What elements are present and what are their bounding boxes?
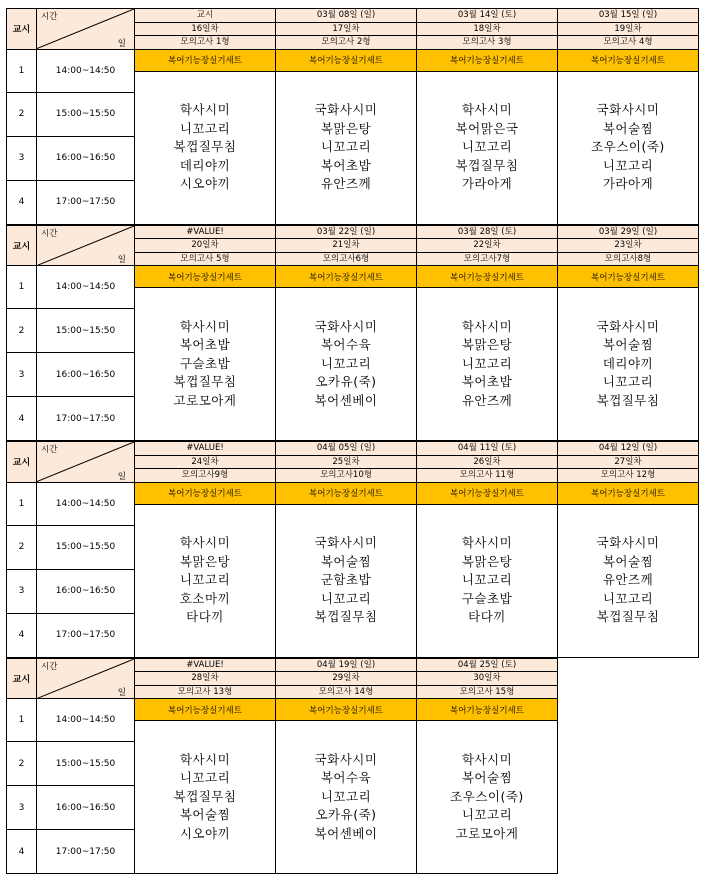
menu-item: 니꼬고리 [320, 788, 372, 804]
day-cell: 28일차 [135, 672, 276, 686]
menu-item: 구슬초밥 [179, 355, 231, 371]
exam-cell: 모의고사 12형 [558, 469, 699, 483]
menu-cell [558, 288, 699, 441]
menu-item: 니꼬고리 [461, 807, 513, 823]
exam-cell: 모의고사8형 [558, 252, 699, 266]
menu-item: 니꼬고리 [320, 355, 372, 371]
menu-cell [135, 504, 276, 657]
period-number: 4 [7, 180, 37, 224]
day-label: 일 [117, 688, 126, 698]
date-cell: #VALUE! [135, 442, 276, 456]
exam-cell: 모의고사9형 [135, 469, 276, 483]
menu-item: 복어맑은국 [455, 120, 519, 136]
subject-cell: 복어기능장실기세트 [276, 699, 417, 721]
menu-item: 복껍질무침 [455, 157, 519, 173]
menu-cell [276, 71, 417, 224]
menu-item: 가라아게 [602, 176, 654, 192]
empty-cell [558, 685, 699, 699]
menu-item: 호소마끼 [179, 590, 231, 606]
menu-item: 학사시미 [461, 102, 513, 118]
exam-cell: 모의고사10형 [276, 469, 417, 483]
menu-item: 복껍질무침 [596, 392, 660, 408]
schedule-block [6, 225, 699, 442]
menu-item: 유안즈께 [461, 392, 513, 408]
period-number: 1 [7, 49, 37, 92]
exam-cell: 모의고사 2형 [276, 36, 417, 50]
menu-item: 복어수육 [320, 770, 372, 786]
subject-cell: 복어기능장실기세트 [276, 482, 417, 504]
menu-item: 국화사시미 [596, 535, 660, 551]
menu-item: 복맑은탕 [179, 553, 231, 569]
menu-item: 국화사시미 [314, 102, 378, 118]
day-cell: 18일차 [417, 22, 558, 36]
menu-item: 국화사시미 [314, 751, 378, 767]
subject-cell: 복어기능장실기세트 [276, 266, 417, 288]
menu-item: 복어술찜 [179, 807, 231, 823]
date-cell: 교시 [135, 9, 276, 23]
day-cell: 24일차 [135, 455, 276, 469]
day-cell: 27일차 [558, 455, 699, 469]
menu-item: 유안즈께 [320, 176, 372, 192]
subject-cell: 복어기능장실기세트 [417, 482, 558, 504]
menu-item: 시오야끼 [179, 825, 231, 841]
date-cell: 04월 19일 (일) [276, 658, 417, 672]
subject-cell: 복어기능장실기세트 [417, 699, 558, 721]
subject-cell: 복어기능장실기세트 [135, 49, 276, 71]
day-cell: 21일차 [276, 239, 417, 253]
menu-item: 복껍질무침 [173, 374, 237, 390]
menu-item: 복어술찜 [461, 770, 513, 786]
menu-cell [276, 721, 417, 874]
period-number: 4 [7, 613, 37, 657]
menu-item: 가라아게 [461, 176, 513, 192]
menu-item: 유안즈께 [602, 572, 654, 588]
menu-item: 복어술찜 [602, 337, 654, 353]
exam-cell: 모의고사 4형 [558, 36, 699, 50]
menu-item: 니꼬고리 [602, 157, 654, 173]
day-label: 일 [117, 255, 126, 265]
period-time: 15:00~15:50 [37, 742, 135, 786]
empty-cell [558, 672, 699, 686]
menu-item: 복껍질무침 [596, 609, 660, 625]
menu-cell [276, 504, 417, 657]
period-time: 16:00~16:50 [37, 136, 135, 180]
date-cell: 03월 15일 (일) [558, 9, 699, 23]
period-number: 2 [7, 92, 37, 136]
date-cell: 03월 22일 (일) [276, 225, 417, 239]
menu-cell [135, 288, 276, 441]
period-header: 교시 [7, 225, 37, 266]
menu-cell [276, 288, 417, 441]
time-day-diagonal-header [37, 225, 135, 266]
date-cell: #VALUE! [135, 225, 276, 239]
menu-cell [417, 504, 558, 657]
menu-item: 학사시미 [461, 751, 513, 767]
menu-item: 복어센베이 [314, 825, 378, 841]
menu-cell [558, 71, 699, 224]
menu-item: 니꼬고리 [461, 139, 513, 155]
schedule-block [6, 441, 699, 658]
menu-item: 복어초밥 [461, 374, 513, 390]
menu-cell [417, 71, 558, 224]
period-number: 3 [7, 136, 37, 180]
menu-item: 학사시미 [179, 751, 231, 767]
day-cell: 23일차 [558, 239, 699, 253]
exam-cell: 모의고사 14형 [276, 685, 417, 699]
menu-item: 복껍질무침 [314, 609, 378, 625]
menu-item: 니꼬고리 [320, 590, 372, 606]
menu-item: 고로모아게 [173, 392, 237, 408]
period-time: 14:00~14:50 [37, 699, 135, 742]
menu-item: 복맑은탕 [461, 553, 513, 569]
menu-item: 학사시미 [179, 535, 231, 551]
schedule-block [6, 658, 699, 875]
period-time: 17:00~17:50 [37, 830, 135, 874]
menu-item: 조우스이(죽) [450, 788, 524, 804]
time-day-diagonal-header [37, 658, 135, 699]
period-number: 2 [7, 742, 37, 786]
time-label: 시간 [41, 12, 58, 22]
day-cell: 26일차 [417, 455, 558, 469]
period-number: 1 [7, 266, 37, 309]
day-cell: 25일차 [276, 455, 417, 469]
period-time: 16:00~16:50 [37, 353, 135, 397]
subject-cell: 복어기능장실기세트 [417, 49, 558, 71]
exam-cell: 모의고사 1형 [135, 36, 276, 50]
menu-item: 오카유(죽) [315, 807, 377, 823]
menu-item: 복어초밥 [179, 337, 231, 353]
period-header: 교시 [7, 9, 37, 50]
menu-item: 니꼬고리 [179, 120, 231, 136]
day-label: 일 [117, 471, 126, 482]
period-time: 14:00~14:50 [37, 266, 135, 309]
exam-cell: 모의고사7형 [417, 252, 558, 266]
period-time: 16:00~16:50 [37, 569, 135, 613]
day-label: 일 [117, 38, 126, 49]
period-time: 15:00~15:50 [37, 309, 135, 353]
period-time: 17:00~17:50 [37, 397, 135, 441]
day-cell: 19일차 [558, 22, 699, 36]
menu-item: 학사시미 [461, 535, 513, 551]
period-time: 15:00~15:50 [37, 92, 135, 136]
period-number: 4 [7, 397, 37, 441]
period-time: 15:00~15:50 [37, 525, 135, 569]
period-number: 1 [7, 482, 37, 525]
period-header: 교시 [7, 442, 37, 483]
menu-item: 복껍질무침 [173, 139, 237, 155]
menu-item: 국화사시미 [314, 535, 378, 551]
menu-cell [417, 288, 558, 441]
day-cell: 17일차 [276, 22, 417, 36]
period-time: 14:00~14:50 [37, 49, 135, 92]
date-cell: 03월 08일 (일) [276, 9, 417, 23]
time-label: 시간 [41, 661, 58, 672]
day-cell: 16일차 [135, 22, 276, 36]
day-cell: 29일차 [276, 672, 417, 686]
menu-item: 복어센베이 [314, 392, 378, 408]
date-cell: 03월 28일 (토) [417, 225, 558, 239]
menu-item: 학사시미 [461, 318, 513, 334]
period-number: 2 [7, 525, 37, 569]
date-cell: 03월 29일 (일) [558, 225, 699, 239]
menu-item: 구슬초밥 [461, 590, 513, 606]
menu-item: 국화사시미 [596, 318, 660, 334]
date-cell: #VALUE! [135, 658, 276, 672]
menu-item: 니꼬고리 [602, 590, 654, 606]
subject-cell: 복어기능장실기세트 [135, 482, 276, 504]
date-cell: 04월 05일 (일) [276, 442, 417, 456]
period-number: 3 [7, 353, 37, 397]
exam-cell: 모의고사 13형 [135, 685, 276, 699]
empty-cell [558, 699, 699, 874]
menu-item: 복맑은탕 [320, 120, 372, 136]
menu-item: 국화사시미 [596, 102, 660, 118]
menu-item: 조우스이(죽) [591, 139, 665, 155]
time-day-diagonal-header [37, 9, 135, 50]
period-time: 17:00~17:50 [37, 180, 135, 224]
menu-item: 오카유(죽) [315, 374, 377, 390]
menu-item: 데리야끼 [602, 355, 654, 371]
exam-cell: 모의고사 5형 [135, 252, 276, 266]
menu-item: 국화사시미 [314, 318, 378, 334]
period-number: 3 [7, 786, 37, 830]
menu-item: 복어수육 [320, 337, 372, 353]
period-time: 17:00~17:50 [37, 613, 135, 657]
time-day-diagonal-header [37, 442, 135, 483]
subject-cell: 복어기능장실기세트 [135, 699, 276, 721]
menu-item: 복어초밥 [320, 157, 372, 173]
menu-item: 복어술찜 [320, 553, 372, 569]
subject-cell: 복어기능장실기세트 [135, 266, 276, 288]
date-cell: 04월 25일 (토) [417, 658, 558, 672]
period-header: 교시 [7, 658, 37, 699]
day-cell: 20일차 [135, 239, 276, 253]
menu-item: 시오야끼 [179, 176, 231, 192]
period-number: 3 [7, 569, 37, 613]
menu-item: 복어술찜 [602, 120, 654, 136]
day-cell: 22일차 [417, 239, 558, 253]
menu-item: 니꼬고리 [602, 374, 654, 390]
menu-item: 학사시미 [179, 318, 231, 334]
exam-cell: 모의고사 11형 [417, 469, 558, 483]
schedule-sheet [6, 8, 699, 874]
time-label: 시간 [41, 228, 58, 239]
empty-cell [558, 658, 699, 672]
menu-item: 니꼬고리 [179, 572, 231, 588]
menu-item: 복어술찜 [602, 553, 654, 569]
period-number: 1 [7, 699, 37, 742]
subject-cell: 복어기능장실기세트 [276, 49, 417, 71]
subject-cell: 복어기능장실기세트 [558, 49, 699, 71]
menu-item: 니꼬고리 [461, 572, 513, 588]
menu-item: 데리야끼 [179, 157, 231, 173]
period-time: 14:00~14:50 [37, 482, 135, 525]
menu-item: 타다끼 [468, 609, 506, 625]
period-number: 4 [7, 830, 37, 874]
time-label: 시간 [41, 445, 58, 455]
exam-cell: 모의고사6형 [276, 252, 417, 266]
date-cell: 04월 12일 (일) [558, 442, 699, 456]
menu-item: 타다끼 [186, 609, 224, 625]
period-time: 16:00~16:50 [37, 786, 135, 830]
exam-cell: 모의고사 3형 [417, 36, 558, 50]
menu-cell [558, 504, 699, 657]
date-cell: 04월 11일 (토) [417, 442, 558, 456]
menu-cell [135, 71, 276, 224]
menu-item: 군함초밥 [320, 572, 372, 588]
menu-item: 고로모아게 [455, 825, 519, 841]
exam-cell: 모의고사 15형 [417, 685, 558, 699]
menu-cell [417, 721, 558, 874]
menu-item: 니꼬고리 [320, 139, 372, 155]
date-cell: 03월 14일 (토) [417, 9, 558, 23]
menu-item: 학사시미 [179, 102, 231, 118]
menu-cell [135, 721, 276, 874]
subject-cell: 복어기능장실기세트 [417, 266, 558, 288]
subject-cell: 복어기능장실기세트 [558, 482, 699, 504]
menu-item: 복맑은탕 [461, 337, 513, 353]
menu-item: 복껍질무침 [173, 788, 237, 804]
schedule-block [6, 8, 699, 225]
subject-cell: 복어기능장실기세트 [558, 266, 699, 288]
menu-item: 니꼬고리 [179, 770, 231, 786]
period-number: 2 [7, 309, 37, 353]
menu-item: 니꼬고리 [461, 355, 513, 371]
day-cell: 30일차 [417, 672, 558, 686]
